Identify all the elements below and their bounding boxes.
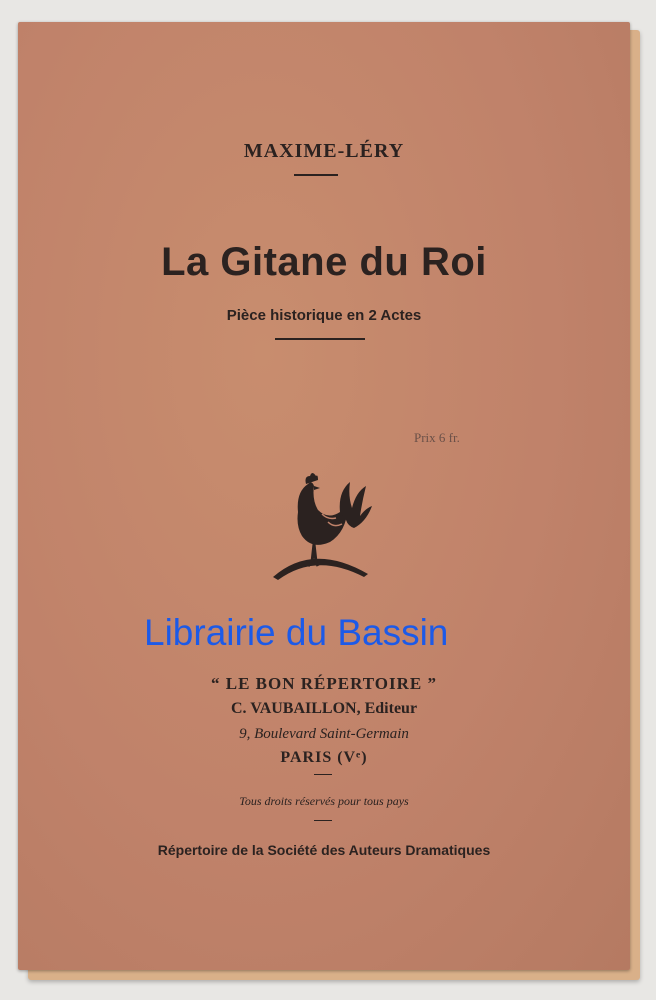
divider — [294, 174, 338, 176]
book-subtitle: Pièce historique en 2 Actes — [226, 307, 422, 324]
book-title: La Gitane du Roi — [161, 240, 487, 284]
divider — [314, 774, 332, 775]
publisher-city: PARIS (Vᵉ) — [280, 749, 368, 766]
society-line: Répertoire de la Société des Auteurs Dramatiques — [157, 842, 491, 858]
price-stamp: Prix 6 fr. — [414, 430, 460, 445]
watermark-text: Librairie du Bassin — [144, 612, 449, 653]
book-cover — [18, 22, 630, 970]
author-name: MAXIME-LÉRY — [243, 140, 405, 162]
rights-notice: Tous droits réservés pour tous pays — [239, 794, 409, 808]
divider — [275, 338, 365, 340]
rooster-icon — [268, 462, 378, 582]
publisher: C. VAUBAILLON, Editeur — [230, 700, 418, 717]
publisher-address: 9, Boulevard Saint-Germain — [239, 726, 409, 742]
divider — [314, 820, 332, 821]
series-name: “ LE BON RÉPERTOIRE ” — [210, 674, 438, 693]
